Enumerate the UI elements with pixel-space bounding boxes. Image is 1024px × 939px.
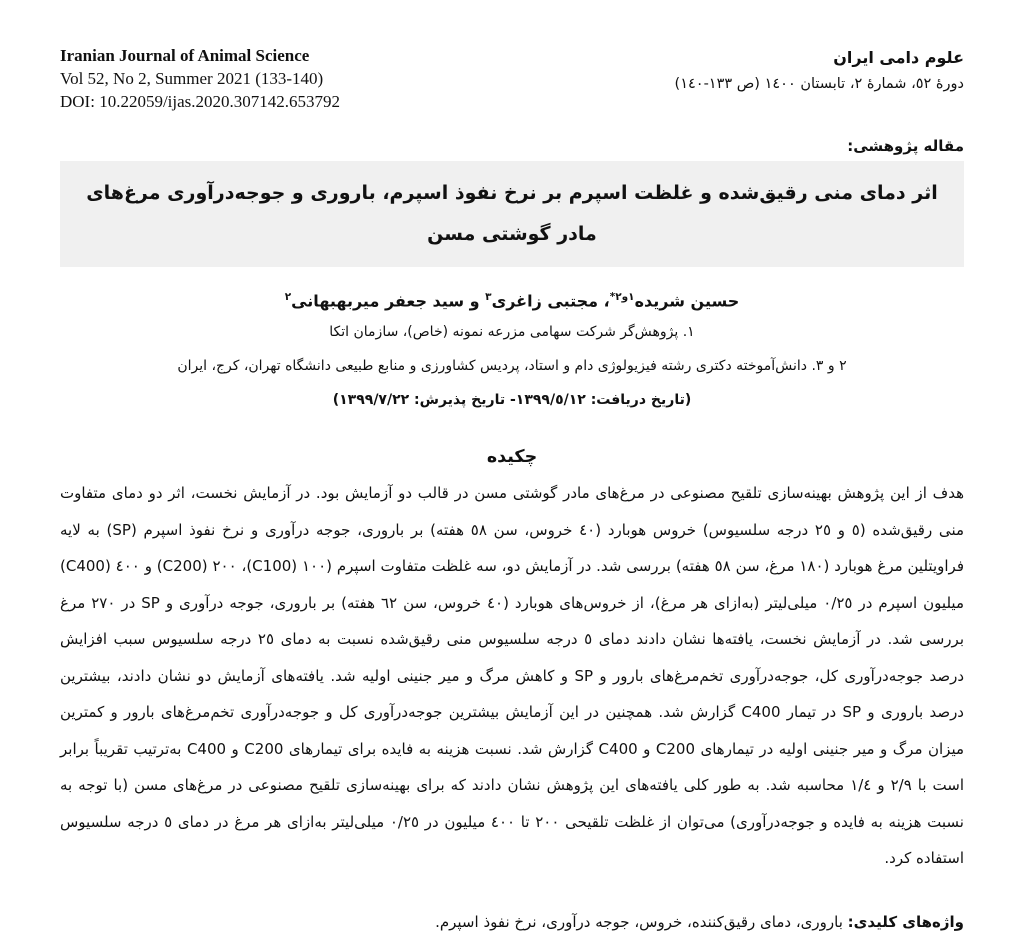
- received-accepted-dates: (تاریخ دریافت: ١٣٩٩/٥/١٢- تاریخ پذیرش: ١٣٩٩/٧/٢٢): [332, 392, 692, 409]
- doi-line: DOI: 10.22059/ijas.2020.307142.653792: [60, 92, 341, 111]
- author-name: مجتبی زاغری: [491, 291, 599, 311]
- author-superscript: ٣: [485, 291, 492, 303]
- journal-header: [60, 44, 964, 113]
- article-type-label: مقاله پژوهشی:: [847, 137, 964, 155]
- author-separator: ،: [598, 291, 610, 311]
- article-title: اثر دمای منی رقیق‌شده و غلظت اسپرم بر نرخ نفوذ اسپرم، باروری و جوجه‌درآوری مرغ‌های مادر گوشتی مسن: [86, 182, 938, 245]
- issue-info-fa: دورۀ ٥٢، شمارۀ ٢، تابستان ١٤٠٠ (ص ١٣٣-١٤٠): [674, 76, 964, 92]
- affiliation-2: ٢ و ٣. دانش‌آموخته دکتری رشته فیزیولوژی دام و استاد، پردیس کشاورزی و منابع طبیعی دانشگاه تهران، کرج، ایران: [177, 358, 847, 375]
- abstract-text: هدف از این پژوهش بهینه‌سازی تلقیح مصنوعی در مرغ‌های مادر گوشتی مسن در قالب دو آزمایش بود. در آزمایش نخست، اثر دو دمای متفاوت منی رقیق‌شده (٥ و ٢٥ درجه سلسیوس) خروس هوبارد (٤٠ خروس، سن ٥٨ هفته) بر باروری، جوجه درآوری و نرخ نفوذ اسپرم (SP) به لایه فراویتلین مرغ هوبارد (١٨٠ مرغ، سن ٥٨ هفته) بررسی شد. در آزمایش دو، سه غلظت متفاوت اسپرم (١٠٠ (C100)، ٢٠٠ (C200) و ٤٠٠ (C400) میلیون اسپرم در ٠/٢٥ میلی‌لیتر (به‌ازای هر مرغ)، از خروس‌های هوبارد (٤٠ خروس، سن ٦٢ هفته) بر باروری، جوجه درآوری و SP در ٢٧٠ مرغ بررسی شد. در آزمایش نخست، یافته‌ها نشان دادند دمای ٥ درجه سلسیوس منی رقیق‌شده نسبت به دمای ٢٥ درجه سلسیوس سبب افزایش درصد جوجه‌درآوری کل، جوجه‌درآوری تخم‌مرغ‌های بارور و SP و کاهش مرگ و میر جنینی اولیه شد. یافته‌های آزمایش دو نشان دادند، بیشترین درصد باروری و SP در تیمار C400 گزارش شد. همچنین در این آزمایش بیشترین جوجه‌درآوری کل و جوجه‌درآوری تخم‌مرغ‌های بارور و کمترین میزان مرگ و میر جنینی اولیه در تیمارهای C200 و C400 گزارش شد. نسبت هزینه به فایده برای تیمارهای C200 و C400 به‌ترتیب تقریباً برابر است با ٢/٩ و ١/٤ محاسبه شد. به طور کلی یافته‌های این پژوهش نشان دادند که برای بهینه‌سازی تلقیح مصنوعی در مرغ‌های مسن (با توجه به نسبت هزینه به فایده و جوجه‌درآوری) می‌توان از غلظت تلقیحی ٢٠٠ تا ٤٠٠ میلیون در ٠/٢٥ میلی‌لیتر به‌ازای هر مرغ در دمای ٥ درجه سلسیوس استفاده کرد.: [60, 484, 965, 868]
- author-name: حسین شریده: [634, 291, 740, 311]
- journal-name-en: Iranian Journal of Animal Science: [60, 46, 310, 65]
- authors-line: [60, 283, 964, 315]
- keywords-line: [60, 907, 964, 937]
- author-separator: و: [464, 291, 486, 311]
- author-name: سید جعفر میربهبهانی: [291, 291, 465, 311]
- author-superscript: ٢: [284, 291, 292, 303]
- journal-header-persian: [675, 44, 964, 98]
- journal-name-fa: علوم دامی ایران: [833, 48, 964, 67]
- affiliation-1: ١. پژوهش‌گر شرکت سهامی مزرعه نمونه (خاص)، سازمان اتکا: [329, 324, 695, 341]
- journal-header-english: [60, 44, 340, 113]
- keywords-text: باروری، دمای رقیق‌کننده، خروس، جوجه درآوری، نرخ نفوذ اسپرم.: [435, 912, 848, 931]
- title-box: [60, 161, 964, 267]
- author-superscript: ١و٢*: [609, 291, 635, 303]
- abstract-heading: چکیده: [486, 447, 538, 468]
- keywords-label: واژه‌های کلیدی:: [847, 912, 964, 931]
- issue-info-en: Vol 52, No 2, Summer 2021 (133-140): [60, 69, 324, 88]
